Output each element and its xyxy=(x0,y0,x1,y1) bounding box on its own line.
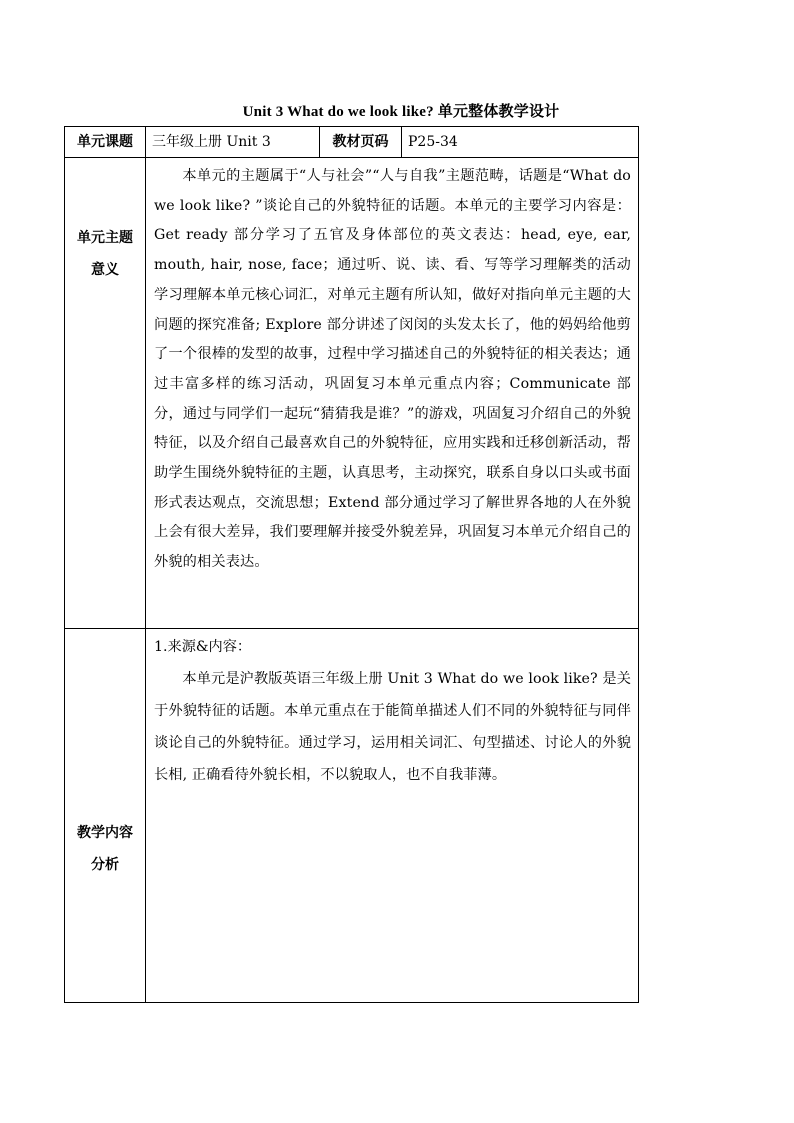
page-value: P25-34 xyxy=(402,127,639,158)
page-label-text: 教材页码 xyxy=(332,134,389,150)
info-row xyxy=(65,127,639,158)
content-paragraph: 本单元是沪教版英语三年级上册 Unit 3 What do we look like? 是关于外貌特征的话题。本单元重点在于能简单描述人们不同的外貌特征与同伴谈论自己的外貌特征。通过学习，运用相关词汇、句型描述、讨论人的外貌长相, 正确看待外貌长相，不以貌取人，也不自我菲薄。 xyxy=(154,670,631,783)
theme-row xyxy=(65,158,639,629)
content-label xyxy=(65,629,146,1003)
unit-topic-label xyxy=(65,127,146,158)
theme-label-line2: 意义 xyxy=(91,262,119,278)
document-title: Unit 3 What do we look like? 单元整体教学设计 xyxy=(242,104,560,120)
theme-content xyxy=(146,158,639,629)
page-label xyxy=(320,127,402,158)
unit-topic-value: 三年级上册 Unit 3 xyxy=(146,127,320,158)
content-subheading: 1.来源&内容： xyxy=(154,639,252,655)
theme-label xyxy=(65,158,146,629)
content-label-line1: 教学内容 xyxy=(77,825,133,841)
content-body xyxy=(146,629,639,1003)
theme-paragraph: 本单元的主题属于“人与社会”“人与自我”主题范畴，话题是“What do we look like? ”谈论自己的外貌特征的话题。本单元的主要学习内容是：Get ready 部分学习了五官及身体部位的英文表达：head, eye, ear, mouth, hair, nose, face；通过听、说、读、看、写等学习理解类的活动学习理解本单元核心词汇，对单元主题有所认知，做好对指向单元主题的大问题的探究准备; Explore 部分讲述了闵闵的头发太长了，他的妈妈给他剪了一个很棒的发型的故事，过程中学习描述自己的外貌特征的相关表达；通过丰富多样的练习活动，巩固复习本单元重点内容；Communicate 部分，通过与同学们一起玩“猜猜我是谁？”的游戏，巩固复习介绍自己的外貌特征，以及介绍自己最喜欢自己的外貌特征，应用实践和迁移创新活动，帮助学生围绕外貌特征的主题，认真思考，主动探究，联系自身以口头或书面形式表达观点，交流思想；Extend 部分通过学习了解世界各地的人在外貌上会有很大差异，我们要理解并接受外貌差异，巩固复习本单元介绍自己的外貌的相关表达。 xyxy=(154,168,631,571)
lesson-plan-table xyxy=(64,126,639,1003)
content-label-line2: 分析 xyxy=(91,857,119,873)
theme-label-line1: 单元主题 xyxy=(77,230,133,246)
unit-topic-label-text: 单元课题 xyxy=(77,134,133,150)
content-row xyxy=(65,629,639,1003)
